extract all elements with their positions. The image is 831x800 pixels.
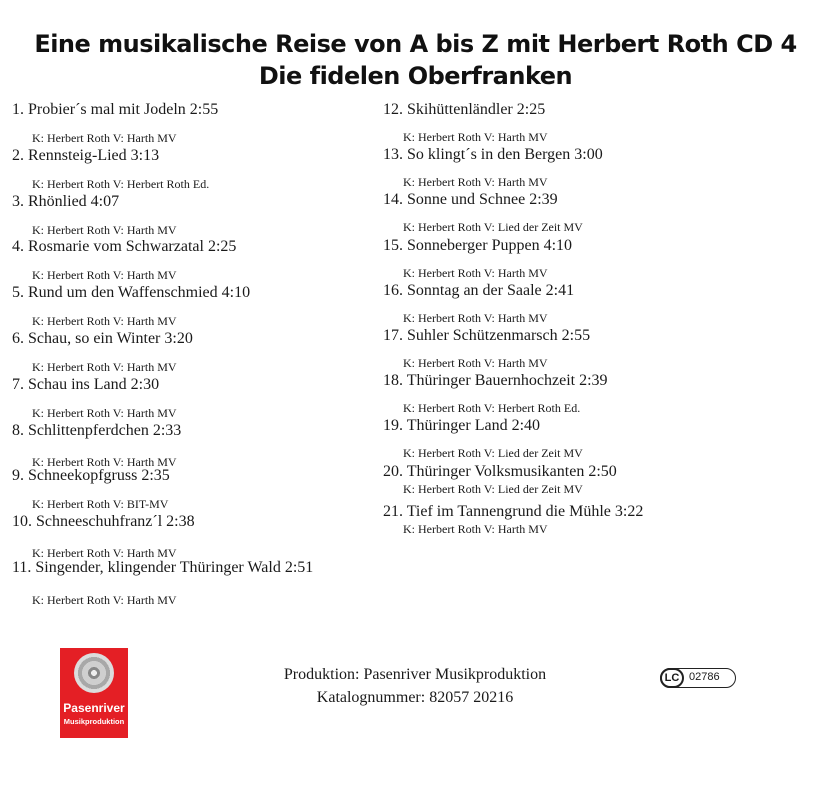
tracklist-left [12,100,382,607]
track-item [12,512,382,561]
track-title: 7. Schau ins Land 2:30 [12,375,160,393]
tracklist-right [383,100,823,542]
track-item [12,283,382,329]
track-title: 5. Rund um den Waffenschmied 4:10 [12,284,251,302]
track-title: 4. Rosmarie vom Schwarzatal 2:25 [12,238,237,256]
track-credit: K: Herbert Roth V: Harth MV [32,546,177,561]
label-code-badge [660,668,736,688]
track-credit: K: Herbert Roth V: Harth MV [403,265,548,280]
logo-subtitle: Musikproduktion [63,717,125,726]
pasenriver-logo [60,648,128,738]
track-title: 15. Sonneberger Puppen 4:10 [383,236,573,254]
track-item [383,145,823,190]
label-code-number: 02786 [689,671,720,683]
track-credit: K: Herbert Roth V: Harth MV [32,268,177,283]
track-title: 2. Rennsteig-Lied 3:13 [12,146,160,164]
track-credit: K: Herbert Roth V: Lied der Zeit MV [403,446,583,461]
logo-name: Pasenriver [63,701,125,715]
track-credit: K: Herbert Roth V: BIT-MV [32,497,169,512]
track-item [383,100,823,145]
track-item [383,502,823,542]
track-item [12,558,382,607]
track-title: 10. Schneeschuhfranz´l 2:38 [12,513,195,531]
track-credit: K: Herbert Roth V: Harth MV [32,359,177,374]
track-item [12,329,382,375]
track-credit: K: Herbert Roth V: Herbert Roth Ed. [32,176,210,191]
track-title: 11. Singender, klingender Thüringer Wald 2:51 [12,558,314,576]
album-title: Eine musikalische Reise von A bis Z mit Herbert Roth CD 4 [34,30,797,58]
track-title: 18. Thüringer Bauernhochzeit 2:39 [383,372,608,390]
track-item [12,375,382,421]
track-credit: K: Herbert Roth V: Harth MV [403,310,548,325]
track-credit: K: Herbert Roth V: Harth MV [32,592,177,607]
track-item [383,416,823,461]
track-credit: K: Herbert Roth V: Harth MV [32,405,177,420]
track-credit: K: Herbert Roth V: Herbert Roth Ed. [403,401,581,416]
track-item [383,236,823,281]
track-item [383,371,823,416]
track-title: 13. So klingt´s in den Bergen 3:00 [383,146,603,164]
track-title: 14. Sonne und Schnee 2:39 [383,191,558,209]
album-subtitle: Die fidelen Oberfranken [258,62,573,90]
track-title: 21. Tief im Tannengrund die Mühle 3:22 [383,502,644,520]
track-credit: K: Herbert Roth V: Harth MV [32,314,177,329]
track-item [12,100,382,146]
track-title: 12. Skihüttenländler 2:25 [383,101,546,118]
track-item [383,326,823,371]
track-title: 6. Schau, so ein Winter 3:20 [12,329,193,347]
track-title: 3. Rhönlied 4:07 [12,192,120,210]
track-credit: K: Herbert Roth V: Lied der Zeit MV [403,481,583,496]
track-title: 8. Schlittenpferdchen 2:33 [12,421,182,439]
track-item [383,281,823,326]
track-title: 17. Suhler Schützenmarsch 2:55 [383,326,591,344]
lc-icon: LC [660,668,684,688]
track-title: 9. Schneekopfgruss 2:35 [12,467,170,485]
track-item [12,237,382,283]
production-credit: Produktion: Pasenriver Musikproduktion [283,666,547,683]
track-credit: K: Herbert Roth V: Harth MV [32,222,177,237]
track-credit: K: Herbert Roth V: Harth MV [403,521,548,536]
cd-disc-icon [74,653,114,693]
track-item [12,421,382,467]
track-credit: K: Herbert Roth V: Harth MV [32,131,177,145]
track-credit: K: Herbert Roth V: Harth MV [403,130,548,144]
track-credit: K: Herbert Roth V: Lied der Zeit MV [403,220,583,235]
catalog-number: Katalognummer: 82057 20216 [316,689,514,706]
track-credit: K: Herbert Roth V: Harth MV [32,454,177,469]
track-title: 16. Sonntag an der Saale 2:41 [383,281,575,299]
track-item [12,146,382,192]
track-title: 19. Thüringer Land 2:40 [383,417,541,435]
track-title: 1. Probier´s mal mit Jodeln 2:55 [12,101,219,118]
track-item [12,192,382,238]
track-item [12,466,382,512]
track-item [383,462,823,502]
track-item [383,190,823,235]
track-title: 20. Thüringer Volksmusikanten 2:50 [383,462,617,480]
track-credit: K: Herbert Roth V: Harth MV [403,355,548,370]
track-credit: K: Herbert Roth V: Harth MV [403,175,548,190]
